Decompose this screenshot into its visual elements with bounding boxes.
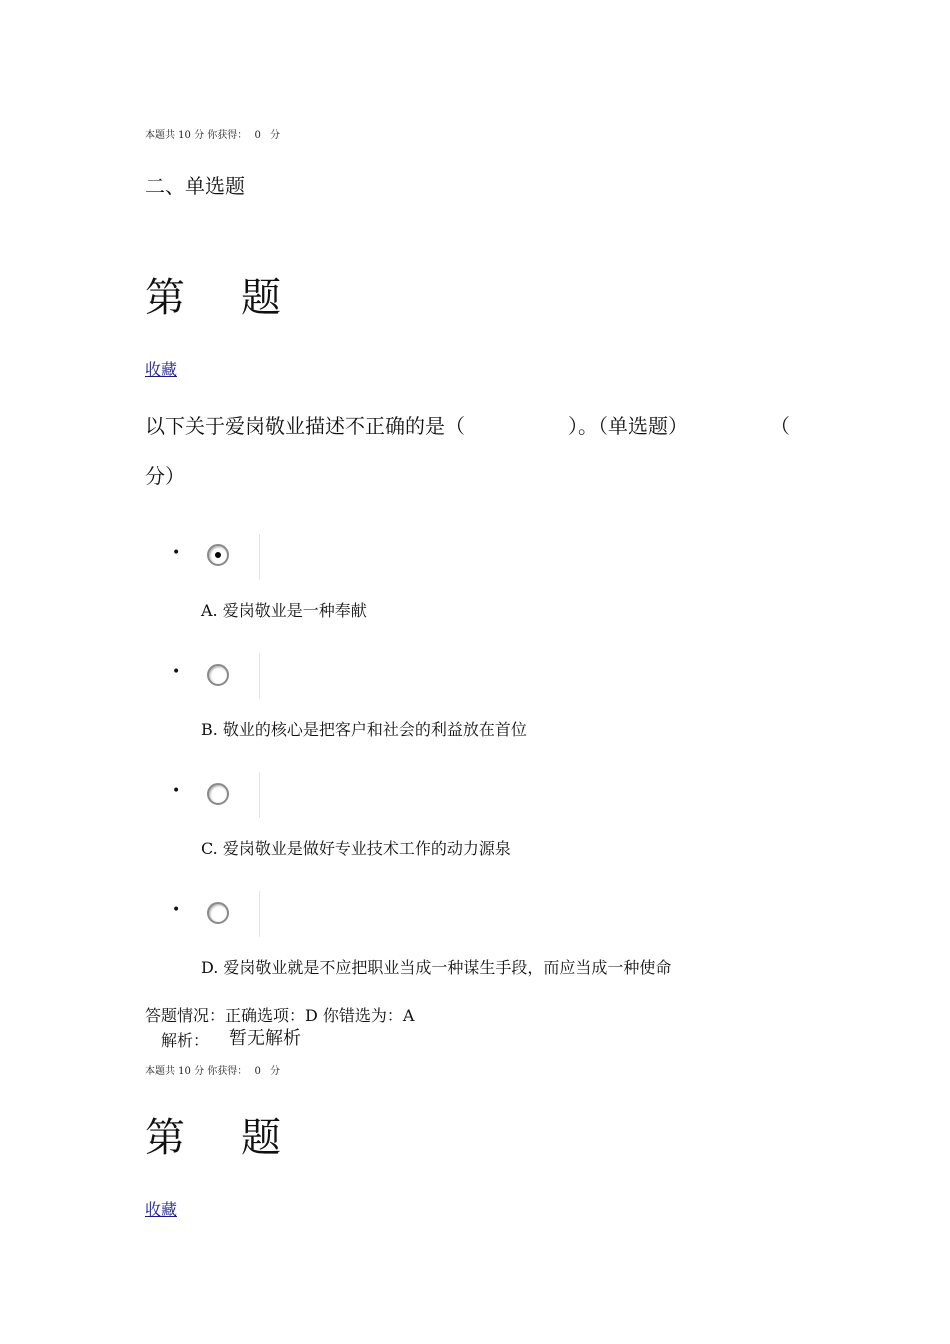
option-b-label[interactable]: B. 敬业的核心是把客户和社会的利益放在首位	[201, 720, 527, 739]
score-unit: 分	[270, 1066, 281, 1077]
question-text-line2: 分）	[145, 464, 185, 488]
question-header-left: 第	[145, 1115, 185, 1161]
option-d-bullet: •	[172, 902, 181, 918]
section-title: 二、单选题	[145, 174, 245, 198]
score-line-top	[145, 126, 280, 141]
option-a-radio[interactable]	[207, 544, 229, 566]
question-header-right: 题	[241, 275, 281, 321]
score-value: 0	[254, 1066, 261, 1077]
option-c-label[interactable]: C. 爱岗敬业是做好专业技术工作的动力源泉	[201, 839, 511, 858]
question-header	[145, 1106, 281, 1163]
radio-selected-dot	[215, 552, 221, 558]
option-c-bullet: •	[172, 783, 181, 799]
score-label: 本题共 10 分 你获得：	[145, 130, 248, 141]
question-text-line1: 以下关于爱岗敬业描述不正确的是（	[145, 414, 465, 438]
question-header-left: 第	[145, 275, 185, 321]
score-label: 本题共 10 分 你获得：	[145, 1066, 248, 1077]
question-text-close: ）。（单选题）	[568, 414, 688, 438]
option-a-label[interactable]: A. 爱岗敬业是一种奉献	[201, 601, 367, 620]
score-line	[145, 1062, 280, 1077]
divider	[259, 891, 260, 937]
option-a-bullet: •	[172, 545, 181, 561]
question-text-paren: （	[770, 414, 790, 438]
option-b-radio[interactable]	[207, 664, 229, 686]
favorite-link[interactable]: 收藏	[145, 1200, 178, 1219]
option-d-radio[interactable]	[207, 902, 229, 924]
option-b-bullet: •	[172, 664, 181, 680]
divider	[259, 534, 260, 580]
option-d-label[interactable]: D. 爱岗敬业就是不应把职业当成一种谋生手段，而应当成一种使命	[201, 958, 672, 977]
analysis-text: 暂无解析	[229, 1028, 301, 1049]
divider	[259, 653, 260, 699]
score-unit: 分	[270, 130, 281, 141]
question-header	[145, 266, 281, 323]
answer-result: 答题情况：正确选项：D 你错选为：A	[145, 1006, 415, 1025]
option-c-radio[interactable]	[207, 783, 229, 805]
score-value: 0	[254, 130, 261, 141]
divider	[259, 772, 260, 818]
favorite-link[interactable]: 收藏	[145, 360, 178, 379]
analysis-label: 解析：	[161, 1031, 210, 1050]
question-header-right: 题	[241, 1115, 281, 1161]
